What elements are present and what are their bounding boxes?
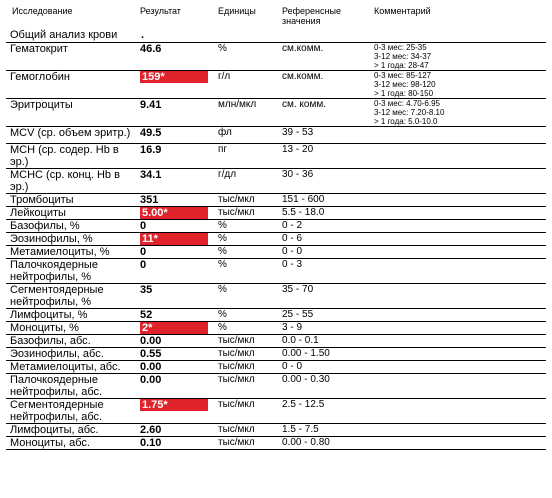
result-cell — [140, 309, 218, 322]
table-row — [6, 246, 546, 259]
result-value: 0.00 — [140, 374, 162, 386]
reference-cell: 151 - 600 — [282, 194, 374, 207]
result-cell — [140, 220, 218, 233]
reference-cell: см. комм. — [282, 99, 374, 127]
reference-cell: см.комм. — [282, 71, 374, 99]
comment-cell — [374, 194, 546, 207]
result-cell — [140, 233, 218, 246]
comment-cell — [374, 43, 546, 71]
reference-cell: 0 - 0 — [282, 361, 374, 374]
unit-cell: тыс/мкл — [218, 348, 282, 361]
comment-cell — [374, 144, 546, 169]
comment-line: 3-12 мес: 98-120 — [374, 80, 436, 89]
table-row — [6, 284, 546, 309]
table-header — [6, 0, 546, 28]
unit-cell: тыс/мкл — [218, 207, 282, 220]
comment-line: 3-12 мес: 7.20-8.10 — [374, 108, 445, 117]
comment-cell — [374, 169, 546, 194]
table-row — [6, 399, 546, 424]
result-value: 16.9 — [140, 144, 162, 156]
comment-cell — [374, 374, 546, 399]
table-row — [6, 374, 546, 399]
test-name: Лимфоциты, % — [6, 309, 140, 322]
result-value: 351 — [140, 194, 159, 206]
unit-cell: фл — [218, 127, 282, 144]
result-cell — [140, 374, 218, 399]
table-row — [6, 335, 546, 348]
result-cell — [140, 284, 218, 309]
table-row — [6, 99, 546, 127]
reference-cell: 0 - 2 — [282, 220, 374, 233]
reference-cell: 25 - 55 — [282, 309, 374, 322]
test-name: Метамиелоциты, абс. — [6, 361, 140, 374]
test-name: Гематокрит — [6, 43, 140, 71]
header-test: Исследование — [12, 6, 73, 16]
test-name: MCV (ср. объем эритр.) — [6, 127, 140, 144]
test-name: Моноциты, % — [6, 322, 140, 335]
test-name: Базофилы, абс. — [6, 335, 140, 348]
result-cell — [140, 437, 218, 450]
reference-cell: 1.5 - 7.5 — [282, 424, 374, 437]
unit-cell: % — [218, 220, 282, 233]
abnormal-result-value: 11* — [140, 233, 208, 245]
comment-cell — [374, 437, 546, 450]
test-name: Базофилы, % — [6, 220, 140, 233]
section-title: Общий анализ крови — [10, 29, 118, 41]
unit-cell: тыс/мкл — [218, 374, 282, 399]
abnormal-result-value: 5.00* — [140, 207, 208, 219]
result-value: 2.60 — [140, 424, 162, 436]
test-name: MCHC (ср. конц. Hb в эр.) — [6, 169, 140, 194]
reference-cell: 30 - 36 — [282, 169, 374, 194]
table-row — [6, 361, 546, 374]
result-cell — [140, 43, 218, 71]
table-row — [6, 259, 546, 284]
result-value: 9.41 — [140, 99, 162, 111]
comment-cell — [374, 348, 546, 361]
comment-cell — [374, 71, 546, 99]
lab-report — [6, 0, 546, 450]
table-row — [6, 437, 546, 450]
comment-line: 0-3 мес: 25-35 — [374, 43, 427, 52]
test-name: Эозинофилы, абс. — [6, 348, 140, 361]
unit-cell: % — [218, 284, 282, 309]
header-result: Результат — [140, 6, 181, 16]
unit-cell: тыс/мкл — [218, 361, 282, 374]
result-value: 0.55 — [140, 348, 162, 360]
header-comment: Комментарий — [374, 6, 431, 16]
result-value: 0.10 — [140, 437, 162, 449]
comment-cell — [374, 309, 546, 322]
result-value: 49.5 — [140, 127, 162, 139]
comment-cell — [374, 246, 546, 259]
reference-cell: 3 - 9 — [282, 322, 374, 335]
table-row — [6, 71, 546, 99]
comment-cell — [374, 127, 546, 144]
unit-cell: млн/мкл — [218, 99, 282, 127]
abnormal-result-value: 159* — [140, 71, 208, 83]
result-value: 0.00 — [140, 335, 162, 347]
result-cell — [140, 144, 218, 169]
header-units: Единицы — [218, 6, 256, 16]
result-cell — [140, 207, 218, 220]
reference-cell: 0.00 - 0.80 — [282, 437, 374, 450]
result-cell — [140, 169, 218, 194]
header-reference: Референсные значения — [282, 6, 341, 26]
comment-cell — [374, 335, 546, 348]
unit-cell: г/л — [218, 71, 282, 99]
reference-cell: 13 - 20 — [282, 144, 374, 169]
comment-cell — [374, 220, 546, 233]
result-cell — [140, 246, 218, 259]
result-cell — [140, 127, 218, 144]
test-name: Сегментоядерные нейтрофилы, абс. — [6, 399, 140, 424]
result-value: 35 — [140, 284, 153, 296]
result-cell — [140, 361, 218, 374]
unit-cell: г/дл — [218, 169, 282, 194]
result-cell — [140, 259, 218, 284]
unit-cell: пг — [218, 144, 282, 169]
result-value: 0 — [140, 220, 147, 232]
result-cell — [140, 71, 218, 99]
comment-cell — [374, 99, 546, 127]
unit-cell: % — [218, 246, 282, 259]
test-name: Эозинофилы, % — [6, 233, 140, 246]
table-row — [6, 169, 546, 194]
table-row — [6, 322, 546, 335]
result-value: 0.00 — [140, 361, 162, 373]
result-cell — [140, 399, 218, 424]
test-name: MCH (ср. содер. Hb в эр.) — [6, 144, 140, 169]
reference-cell: 0.0 - 0.1 — [282, 335, 374, 348]
reference-cell: 5.5 - 18.0 — [282, 207, 374, 220]
comment-line: > 1 года: 28-47 — [374, 61, 429, 70]
abnormal-result-value: 2* — [140, 322, 208, 334]
comment-line: 3-12 мес: 34-37 — [374, 52, 432, 61]
unit-cell: тыс/мкл — [218, 335, 282, 348]
comment-cell — [374, 233, 546, 246]
test-name: Тромбоциты — [6, 194, 140, 207]
table-row — [6, 194, 546, 207]
test-name: Палочкоядерные нейтрофилы, % — [6, 259, 140, 284]
unit-cell: тыс/мкл — [218, 424, 282, 437]
reference-cell: 0 - 3 — [282, 259, 374, 284]
table-row — [6, 348, 546, 361]
reference-cell: 35 - 70 — [282, 284, 374, 309]
result-cell — [140, 335, 218, 348]
table-row — [6, 144, 546, 169]
test-name: Моноциты, абс. — [6, 437, 140, 450]
result-cell — [140, 348, 218, 361]
reference-cell: см.комм. — [282, 43, 374, 71]
result-value: 34.1 — [140, 169, 162, 181]
test-name: Метамиелоциты, % — [6, 246, 140, 259]
result-cell — [140, 194, 218, 207]
result-value: 52 — [140, 309, 153, 321]
test-name: Палочкоядерные нейтрофилы, абс. — [6, 374, 140, 399]
comment-line: 0-3 мес: 4.70-6.95 — [374, 99, 440, 108]
comment-cell — [374, 361, 546, 374]
comment-line: > 1 года: 5.0-10.0 — [374, 117, 438, 126]
comment-line: > 1 года: 80-150 — [374, 89, 434, 98]
abnormal-result-value: 1.75* — [140, 399, 208, 411]
section-title-row — [6, 28, 546, 43]
unit-cell: % — [218, 259, 282, 284]
unit-cell: % — [218, 322, 282, 335]
reference-cell: 0 - 6 — [282, 233, 374, 246]
comment-cell — [374, 399, 546, 424]
section-marker: . — [141, 29, 145, 41]
comment-cell — [374, 322, 546, 335]
test-name: Лейкоциты — [6, 207, 140, 220]
table-row — [6, 424, 546, 437]
unit-cell: тыс/мкл — [218, 399, 282, 424]
table-row — [6, 207, 546, 220]
comment-cell — [374, 207, 546, 220]
reference-cell: 0 - 0 — [282, 246, 374, 259]
result-value: 46.6 — [140, 43, 162, 55]
reference-cell: 2.5 - 12.5 — [282, 399, 374, 424]
comment-line: 0-3 мес: 85-127 — [374, 71, 432, 80]
reference-cell: 39 - 53 — [282, 127, 374, 144]
table-row — [6, 43, 546, 71]
result-value: 0 — [140, 246, 147, 258]
unit-cell: тыс/мкл — [218, 194, 282, 207]
test-name: Эритроциты — [6, 99, 140, 127]
test-name: Лимфоциты, абс. — [6, 424, 140, 437]
unit-cell: тыс/мкл — [218, 437, 282, 450]
comment-cell — [374, 284, 546, 309]
reference-cell: 0.00 - 0.30 — [282, 374, 374, 399]
result-value: 0 — [140, 259, 147, 271]
results-table — [6, 43, 546, 450]
unit-cell: % — [218, 233, 282, 246]
table-row — [6, 220, 546, 233]
table-row — [6, 127, 546, 144]
unit-cell: % — [218, 309, 282, 322]
comment-cell — [374, 424, 546, 437]
table-row — [6, 233, 546, 246]
result-cell — [140, 424, 218, 437]
unit-cell: % — [218, 43, 282, 71]
table-row — [6, 309, 546, 322]
comment-cell — [374, 259, 546, 284]
test-name: Сегментоядерные нейтрофилы, % — [6, 284, 140, 309]
result-cell — [140, 99, 218, 127]
test-name: Гемоглобин — [6, 71, 140, 99]
result-cell — [140, 322, 218, 335]
reference-cell: 0.00 - 1.50 — [282, 348, 374, 361]
